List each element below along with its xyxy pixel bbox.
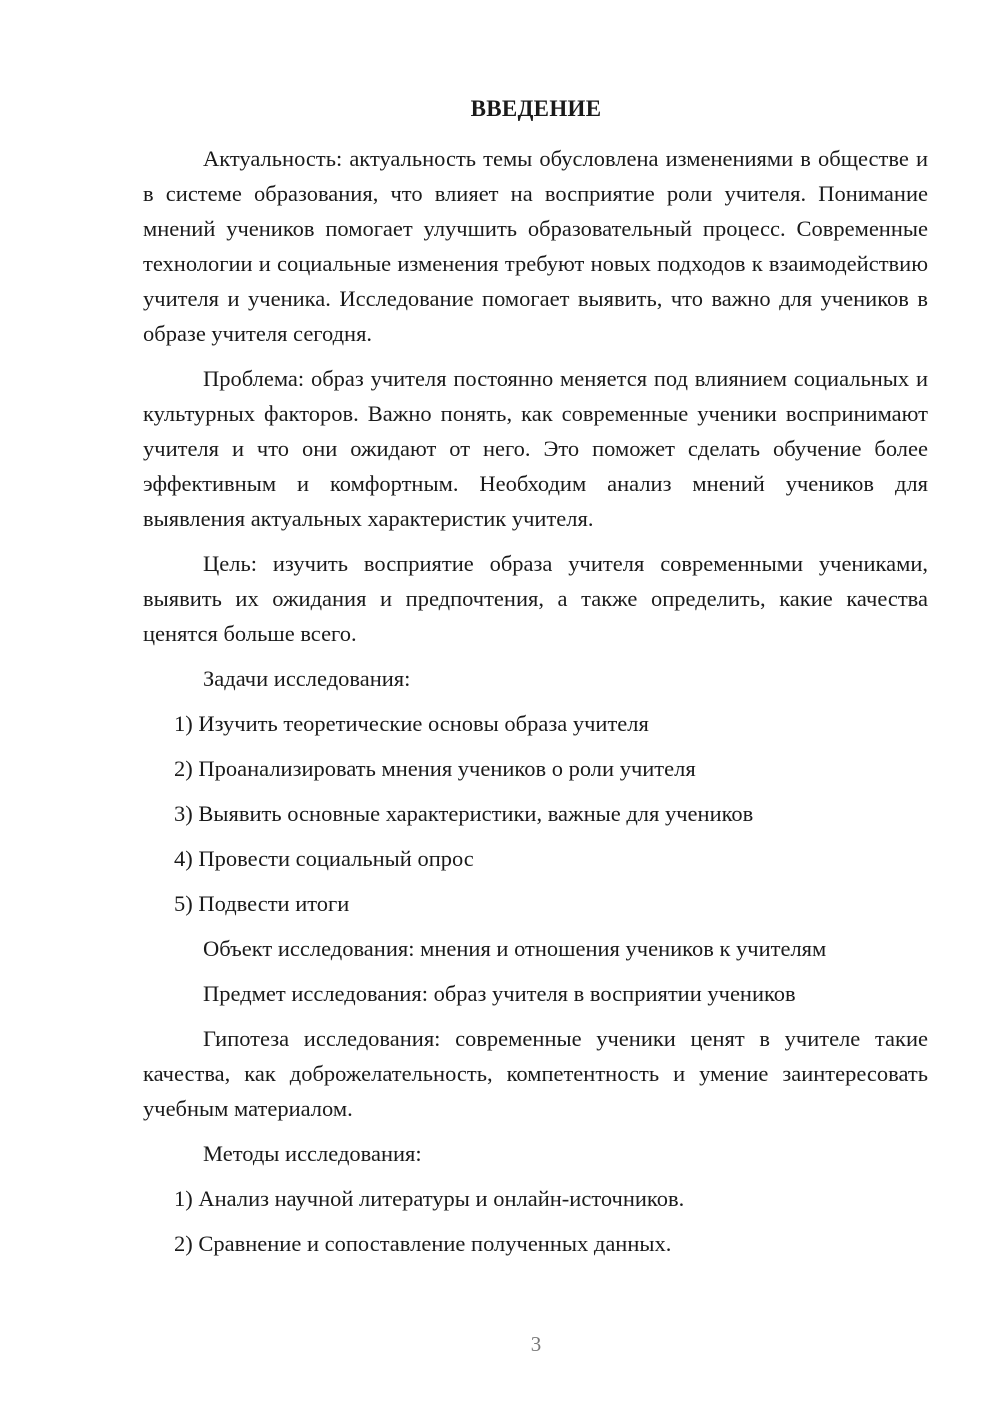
research-hypothesis: Гипотеза исследования: современные ученики ценят в учителе такие качества, как доброжелательность, компетентность и умение заинтересовать учебным материалом. [143, 1026, 928, 1121]
method-item-2: 2) Сравнение и сопоставление полученных данных. [174, 1231, 672, 1256]
research-object: Объект исследования: мнения и отношения учеников к учителям [203, 936, 827, 961]
paragraph-goal: Цель: изучить восприятие образа учителя современными учениками, выявить их ожидания и предпочтения, а также определить, какие качества ценятся больше всего. [143, 551, 928, 646]
section-heading: ВВЕДЕНИЕ [470, 96, 602, 121]
task-item-3: 3) Выявить основные характеристики, важные для учеников [174, 801, 754, 826]
tasks-title: Задачи исследования: [203, 666, 411, 691]
paragraph-problem: Проблема: образ учителя постоянно меняется под влиянием социальных и культурных факторов. Важно понять, как современные ученики воспринимают учителя и что они ожидают от него. Это поможет сделать обучение более эффективным и комфортным. Необходим анализ мнений учеников для выявления актуальных характеристик учителя. [143, 366, 928, 531]
task-item-5: 5) Подвести итоги [174, 891, 350, 916]
research-subject: Предмет исследования: образ учителя в восприятии учеников [203, 981, 796, 1006]
page-number: 3 [530, 1332, 542, 1356]
method-item-1: 1) Анализ научной литературы и онлайн-источников. [174, 1186, 685, 1211]
task-item-2: 2) Проанализировать мнения учеников о роли учителя [174, 756, 696, 781]
task-item-4: 4) Провести социальный опрос [174, 846, 474, 871]
document-body [143, 141, 928, 1261]
task-item-1: 1) Изучить теоретические основы образа учителя [174, 711, 649, 736]
paragraph-relevance: Актуальность: актуальность темы обусловлена изменениями в обществе и в системе образования, что влияет на восприятие роли учителя. Понимание мнений учеников помогает улучшить образовательный процесс. Современные технологии и социальные изменения требуют новых подходов к взаимодействию учителя и ученика. Исследование помогает выявить, что важно для учеников в образе учителя сегодня. [143, 146, 928, 346]
methods-title: Методы исследования: [203, 1141, 422, 1166]
